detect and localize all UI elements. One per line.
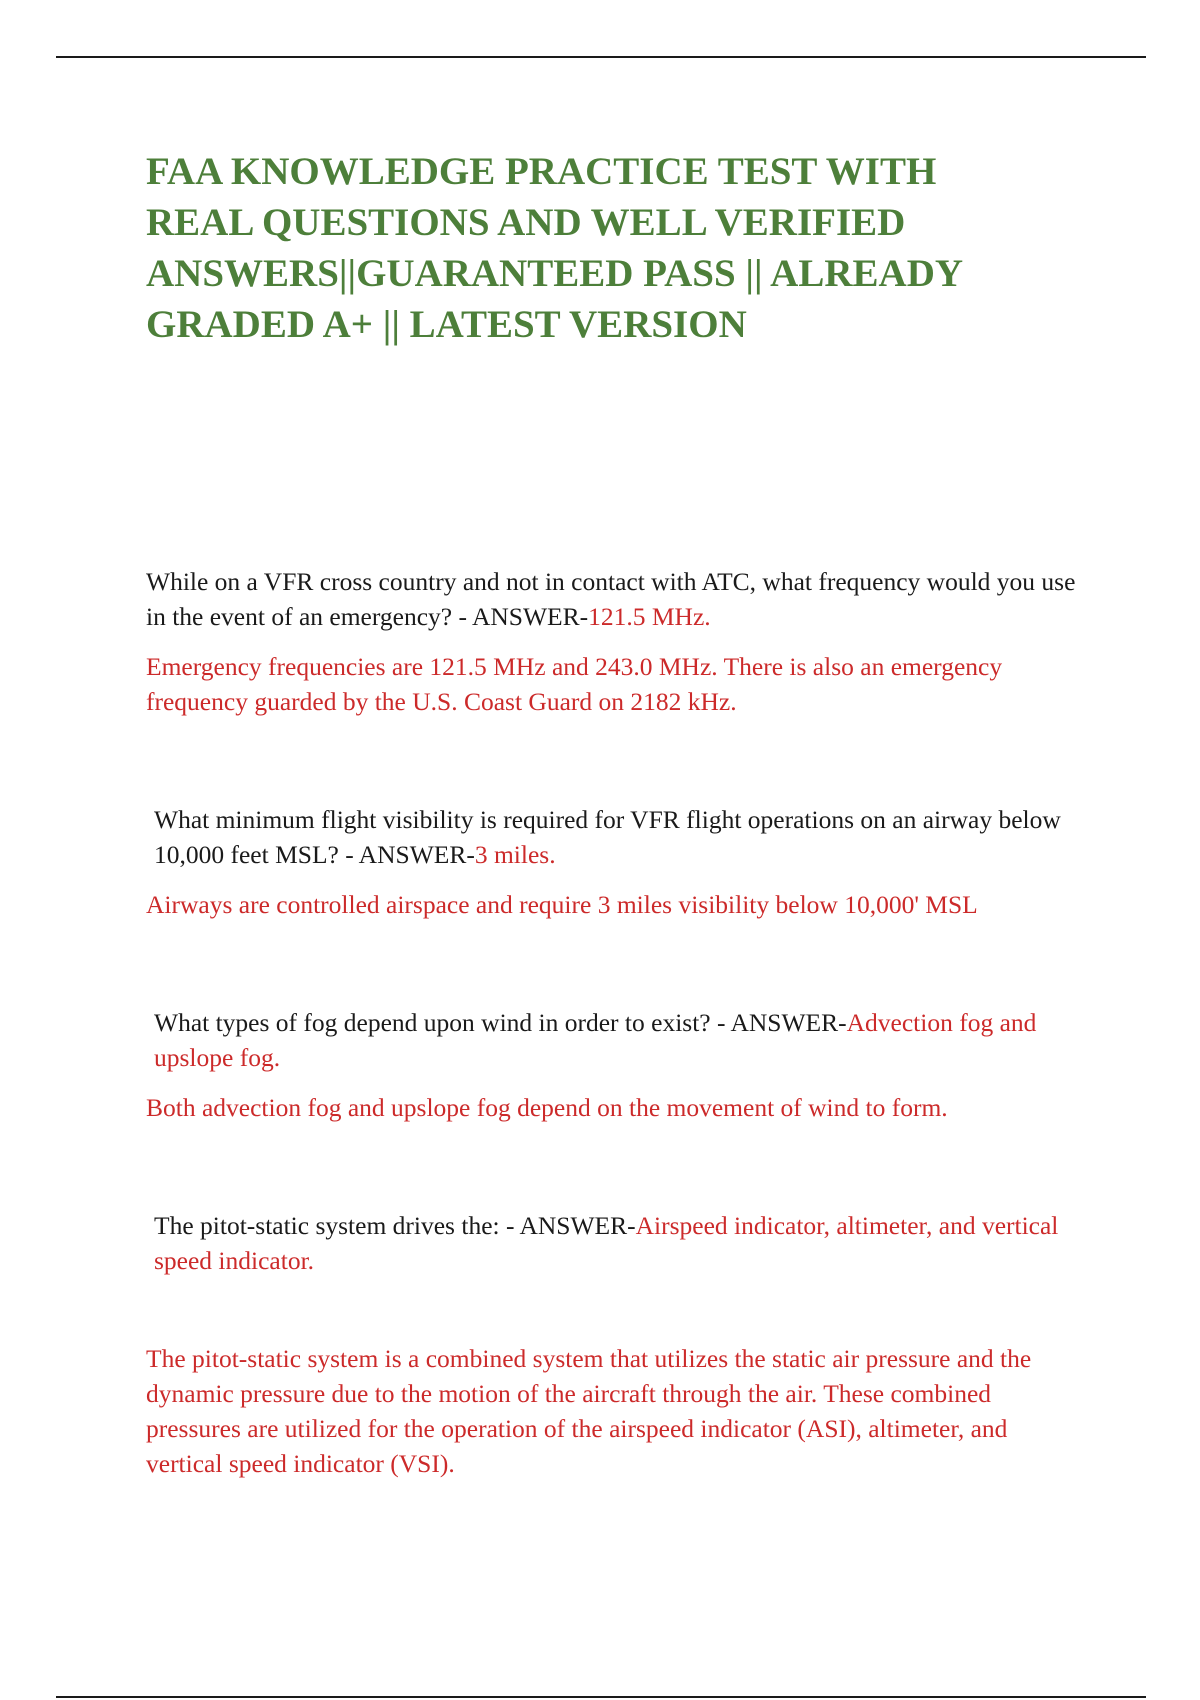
question-text [146,802,1076,872]
answer-marker: - ANSWER- [499,1211,636,1240]
top-rule [56,56,1146,58]
question: What minimum flight visibility is required for VFR flight operations on an airway below 10,000 feet MSL? [154,805,1061,869]
explanation: Both advection fog and upslope fog depend on the movement of wind to form. [146,1093,948,1122]
qa-item [146,1005,1076,1125]
explanation: Airways are controlled airspace and require 3 miles visibility below 10,000' MSL [146,890,978,919]
answer: 3 miles. [474,840,556,869]
question: The pitot-static system drives the: [154,1211,500,1240]
bottom-rule [56,1696,1146,1698]
qa-item [146,564,1076,719]
answer: Advection fog and upslope fog. [154,1008,1037,1072]
answer-marker: - ANSWER- [710,1008,847,1037]
question: While on a VFR cross country and not in contact with ATC, what frequency would you use in the event of an emergency? [146,567,1076,631]
answer-marker: - ANSWER- [338,840,475,869]
answer: Airspeed indicator, altimeter, and vertical speed indicator. [154,1211,1059,1275]
qa-item [146,1208,1076,1481]
qa-list [146,564,1076,1481]
qa-item [146,802,1076,922]
question-text [146,1208,1076,1278]
answer-marker: - ANSWER- [452,602,589,631]
question-text [146,564,1076,634]
question: What types of fog depend upon wind in order to exist? [154,1008,711,1037]
answer: 121.5 MHz. [588,602,711,631]
explanation: The pitot-static system is a combined system that utilizes the static air pressure and the dynamic pressure due to the motion of the aircraft through the air. These combined pressures are utilized for the operation of the airspeed indicator (ASI), altimeter, and vertical speed indicator (VSI). [146,1344,1032,1478]
question-text [146,1005,1076,1075]
document-title: FAA KNOWLEDGE PRACTICE TEST WITH REAL QUESTIONS AND WELL VERIFIED ANSWERS||GUARANTEED PASS || ALREADY GRADED A+ || LATEST VERSION [146,150,962,346]
explanation: Emergency frequencies are 121.5 MHz and 243.0 MHz. There is also an emergency frequency guarded by the U.S. Coast Guard on 2182 kHz. [146,652,1003,716]
